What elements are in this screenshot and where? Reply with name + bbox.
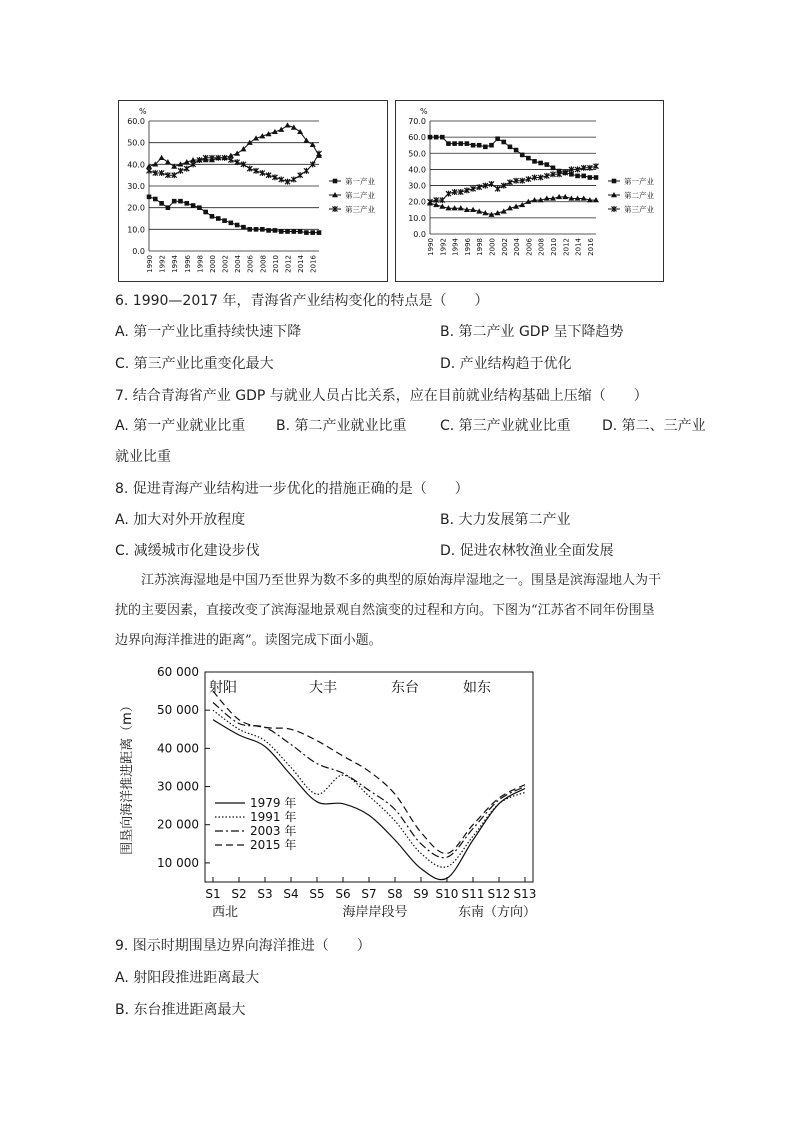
x-tick-label: 1994 (171, 255, 180, 273)
x-tick-label: 1990 (427, 238, 435, 256)
legend-label: 1991 年 (250, 810, 297, 824)
point-10 (210, 214, 215, 219)
question-9-stem: 9. 图示时期围垦边界向海洋推进（ ） (115, 938, 371, 954)
point-legend (612, 179, 617, 184)
x-tick-label: S4 (283, 887, 299, 901)
point-0 (147, 168, 152, 174)
q8-option-b[interactable]: B. 大力发展第二产业 (440, 512, 571, 528)
y-tick-label: 0.0 (413, 230, 426, 239)
x-tick-label: 2010 (549, 238, 558, 256)
point-14 (514, 148, 519, 153)
q8-option-d[interactable]: D. 促进农林牧渔业全面发展 (440, 543, 614, 559)
point-11 (216, 216, 221, 221)
point-6 (184, 166, 189, 172)
point-22 (285, 229, 290, 234)
x-tick-label: 2016 (586, 238, 595, 256)
question-8-stem: 8. 促进青海产业结构进一步优化的措施正确的是（ ） (115, 481, 469, 497)
x-tick-label: 2000 (208, 255, 217, 273)
x-tick-label: 2004 (513, 238, 522, 256)
passage-line-2: 扰的主要因素，直接改变了滨海湿地景观自然演变的过程和方向。下图为“江苏省不同年份围垦 (115, 603, 655, 618)
point-15 (241, 225, 246, 230)
legend-label: 第二产业 (624, 191, 654, 200)
region-label: 如东 (463, 680, 491, 696)
point-24 (297, 129, 303, 134)
y-tick-label: 40.0 (127, 160, 145, 170)
point-6 (465, 141, 470, 146)
x-tick-label: S7 (361, 887, 377, 901)
point-12 (501, 140, 506, 145)
point-3 (446, 141, 451, 146)
point-13 (508, 145, 513, 150)
y-tick-label: 70.0 (408, 117, 426, 126)
x-tick-label: 2006 (525, 238, 534, 256)
q9-option-b[interactable]: B. 东台推进距离最大 (115, 1002, 246, 1018)
x-tick-label: 2002 (500, 238, 509, 256)
q6-option-a[interactable]: A. 第一产业比重持续快速下降 (115, 324, 302, 340)
point-25 (581, 174, 586, 179)
y-unit-label: % (420, 107, 428, 116)
passage-text (115, 566, 695, 656)
x-tick-label: 2004 (234, 255, 243, 273)
x-tick-label: S9 (413, 887, 429, 901)
point-23 (292, 229, 297, 234)
x-tick-label: S13 (513, 887, 537, 901)
x-tick-label: 2000 (488, 238, 497, 256)
x-tick-label: 2012 (562, 238, 571, 256)
point-2 (159, 201, 164, 206)
y-tick-label: 0.0 (132, 247, 145, 256)
point-3 (165, 159, 171, 164)
point-21 (279, 177, 284, 183)
legend-label: 第二产业 (345, 191, 375, 200)
point-14 (235, 223, 240, 228)
x-tick-label: 2008 (259, 255, 268, 273)
chart-employment-svg (396, 101, 663, 281)
point-8 (477, 143, 482, 148)
x-tick-label: 2014 (297, 255, 306, 273)
legend-label: 第三产业 (345, 205, 375, 214)
x-tick-label: 1990 (146, 255, 154, 273)
point-4 (452, 141, 457, 146)
point-5 (458, 141, 463, 146)
point-26 (588, 175, 593, 180)
series-line (149, 125, 319, 166)
legend-label: 2015 年 (250, 838, 297, 852)
point-27 (317, 230, 322, 235)
x-tick-label: S3 (257, 887, 273, 901)
q8-option-c[interactable]: C. 减缓城市化建设步伐 (115, 543, 260, 559)
passage-line-1: 江苏滨海湿地是中国乃至世界为数不多的典型的原始海岸湿地之一。围垦是滨海湿地人为干 (141, 573, 662, 588)
y-tick-label: 20.0 (408, 197, 426, 207)
x-tick-label: S8 (387, 887, 403, 901)
x-tick-label: S6 (335, 887, 351, 901)
point-9 (483, 145, 488, 150)
point-5 (178, 199, 183, 204)
point-23 (291, 177, 296, 183)
x-tick-label: 1998 (476, 238, 485, 256)
q8-option-a[interactable]: A. 加大对外开放程度 (115, 512, 246, 528)
point-0 (147, 195, 152, 200)
series-3 (428, 163, 655, 214)
series-1 (213, 720, 525, 880)
point-18 (538, 161, 543, 166)
point-24 (298, 229, 303, 234)
x-tick-label: 2008 (537, 238, 546, 256)
x-tick-label: 1992 (158, 255, 167, 273)
point-12 (501, 208, 507, 213)
x-tick-label: 2014 (574, 238, 583, 256)
y-tick-label: 60 000 (157, 665, 199, 679)
point-18 (260, 227, 265, 232)
point-23 (569, 172, 574, 177)
y-tick-label: 40.0 (408, 165, 426, 175)
point-15 (520, 153, 525, 158)
legend-label: 第三产业 (624, 205, 654, 214)
point-18 (260, 170, 265, 176)
y-tick-label: 20.0 (127, 203, 145, 213)
x-tick-label: 2002 (221, 255, 230, 273)
point-4 (172, 199, 177, 204)
point-27 (594, 175, 599, 180)
x-tick-label: 1992 (439, 238, 448, 256)
q7-option-c[interactable]: C. 第三产业就业比重 (440, 418, 571, 434)
legend-label: 2003 年 (250, 824, 297, 838)
x-tick-label: S12 (487, 887, 511, 901)
point-3 (166, 205, 171, 210)
point-2 (159, 155, 165, 160)
x-tick-label: S11 (461, 887, 485, 901)
series-2 (146, 122, 375, 200)
passage-line-3: 边界向海洋推进的距离”。读图完成下面小题。 (115, 633, 382, 648)
x-tick-label: 2016 (309, 255, 318, 273)
point-8 (197, 205, 202, 210)
chart-gdp-structure (118, 100, 388, 282)
q6-option-c[interactable]: C. 第三产业比重变化最大 (115, 356, 274, 372)
y-tick-label: 10.0 (408, 213, 426, 223)
chart-reclamation-distance (115, 660, 555, 925)
point-12 (222, 218, 227, 223)
direction-right-label: 东南（方向） (457, 905, 537, 920)
point-1 (434, 135, 439, 140)
point-15 (519, 202, 525, 207)
point-13 (229, 221, 234, 226)
y-tick-label: 10 000 (157, 855, 199, 870)
series-3 (147, 151, 376, 215)
point-9 (203, 210, 208, 215)
point-16 (247, 166, 252, 172)
point-11 (495, 186, 500, 192)
y-tick-label: 30.0 (408, 181, 426, 191)
x-tick-label: 1994 (451, 238, 460, 256)
point-19 (266, 172, 271, 178)
point-21 (279, 229, 284, 234)
region-label: 射阳 (209, 680, 237, 696)
point-2 (440, 135, 445, 140)
direction-left-label: 西北 (211, 905, 239, 920)
q6-option-d[interactable]: D. 产业结构趋于优化 (440, 356, 572, 372)
point-5 (178, 168, 183, 174)
q6-option-b[interactable]: B. 第二产业 GDP 呈下降趋势 (440, 324, 624, 340)
y-tick-label: 30 000 (157, 779, 199, 794)
q7-option-a[interactable]: A. 第一产业就业比重 (115, 418, 246, 434)
y-tick-label: 50.0 (127, 138, 145, 148)
point-6 (184, 201, 189, 206)
y-tick-label: 50.0 (408, 149, 426, 159)
x-axis-title: 海岸岸段号 (342, 905, 408, 920)
x-tick-label: 1996 (463, 238, 472, 256)
point-21 (278, 127, 284, 132)
series-1 (147, 176, 376, 235)
x-tick-label: 2006 (246, 255, 255, 273)
y-tick-label: 60.0 (408, 133, 426, 143)
point-16 (526, 156, 531, 161)
region-label: 东台 (391, 680, 419, 696)
point-20 (273, 228, 278, 233)
question-7-stem: 7. 结合青海省产业 GDP 与就业人员占比关系，应在目前就业结构基础上压缩（ ） (115, 388, 648, 404)
point-22 (285, 122, 291, 127)
x-tick-label: S2 (231, 887, 247, 901)
q7-option-b[interactable]: B. 第二产业就业比重 (276, 418, 407, 434)
point-19 (266, 228, 271, 233)
x-tick-label: S10 (435, 887, 459, 901)
point-25 (304, 230, 309, 235)
point-11 (495, 136, 500, 141)
point-19 (545, 162, 550, 167)
x-tick-label: 2010 (271, 255, 280, 273)
y-axis-title: 围垦向海洋推进距离（m） (120, 699, 135, 855)
q9-option-a[interactable]: A. 射阳段推进距离最大 (115, 970, 260, 986)
x-tick-label: 2012 (284, 255, 293, 273)
point-14 (235, 159, 240, 165)
point-legend (333, 179, 338, 184)
y-tick-label: 30.0 (127, 182, 145, 191)
region-label: 大丰 (309, 680, 337, 696)
q7-option-d-continued: 就业比重 (115, 449, 171, 465)
series-3 (213, 703, 525, 858)
point-10 (489, 143, 494, 148)
x-tick-label: 1998 (196, 255, 205, 273)
point-17 (254, 168, 259, 174)
point-7 (471, 143, 476, 148)
y-tick-label: 10.0 (127, 225, 145, 235)
legend-label: 第一产业 (624, 177, 654, 186)
legend-label: 1979 年 (250, 796, 297, 810)
x-tick-label: 1996 (183, 255, 192, 273)
point-13 (228, 157, 233, 163)
point-20 (551, 166, 556, 171)
y-unit-label: % (139, 107, 147, 116)
point-25 (304, 168, 309, 174)
point-16 (247, 140, 253, 145)
point-22 (285, 179, 290, 185)
point-1 (153, 197, 158, 202)
point-17 (532, 159, 537, 164)
point-14 (234, 151, 240, 156)
point-24 (298, 172, 303, 178)
y-tick-label: 20 000 (157, 817, 199, 832)
question-6-stem: 6. 1990—2017 年，青海省产业结构变化的特点是（ ） (115, 293, 489, 309)
chart-employment-structure (395, 100, 664, 282)
point-7 (191, 203, 196, 208)
x-tick-label: S1 (205, 887, 221, 901)
y-tick-label: 40 000 (157, 741, 199, 756)
point-20 (272, 174, 277, 180)
point-17 (254, 227, 259, 232)
y-tick-label: 60.0 (127, 117, 145, 126)
q7-option-d[interactable]: D. 第二、三产业 (602, 418, 706, 434)
point-26 (310, 230, 315, 235)
x-tick-label: S5 (309, 887, 325, 901)
point-24 (575, 174, 580, 179)
legend-label: 第一产业 (345, 177, 375, 186)
point-0 (428, 135, 433, 140)
y-tick-label: 50 000 (157, 703, 199, 718)
chart-gdp-svg (119, 101, 387, 281)
point-16 (247, 227, 252, 232)
